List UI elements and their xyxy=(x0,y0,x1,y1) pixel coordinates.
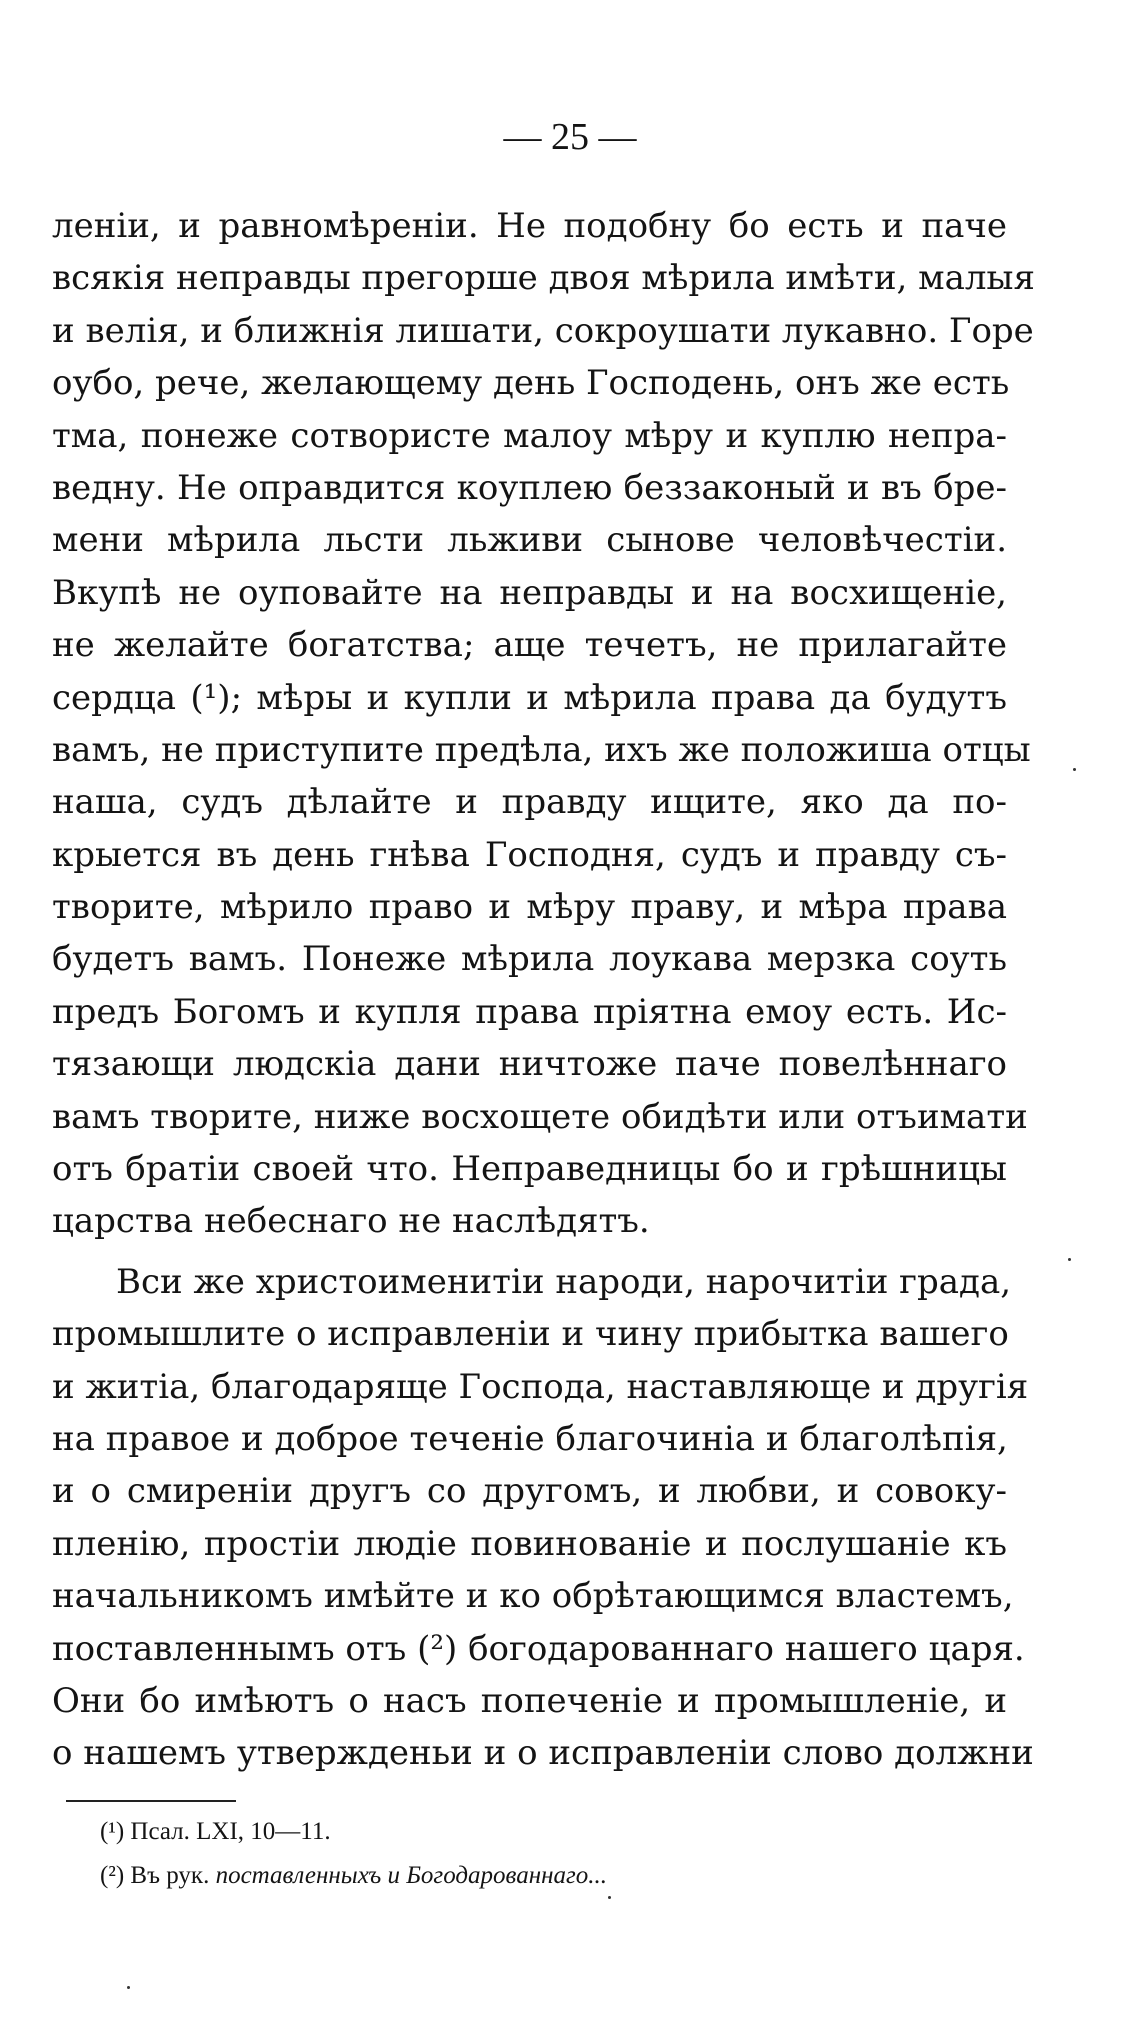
text-line: сердца (¹); мѣры и купли и мѣрила права да будутъ xyxy=(52,677,1007,718)
text-line: наша, судъ дѣлайте и правду ищите, яко да по- xyxy=(52,782,1007,823)
text-line: о нашемъ утвержденьи и о исправленіи слово должни xyxy=(52,1733,1034,1774)
footnote-rule xyxy=(66,1800,236,1802)
text-line: тма, понеже сотвористе малоу мѣру и куплю непра- xyxy=(52,415,1007,456)
text-line: и велія, и ближнія лишати, сокроушати лукавно. Горе xyxy=(52,310,1034,351)
text-line: вамъ творите, ниже восхощете обидѣти или отъимати xyxy=(52,1096,1028,1137)
text-line: вамъ, не приступите предѣла, ихъ же положиша отцы xyxy=(52,729,1031,770)
footnote-mark: (¹) xyxy=(100,1818,125,1845)
text-line: промышлите о исправленіи и чину прибытка вашего xyxy=(52,1314,1009,1355)
footnote-2 xyxy=(100,1854,920,1898)
text-line: царства небеснаго не наслѣдятъ. xyxy=(52,1201,650,1242)
speck-mark xyxy=(1068,1258,1071,1261)
speck-mark xyxy=(1073,768,1076,771)
text-line: Они бо имѣютъ о насъ попеченіе и промышленіе, и xyxy=(52,1680,1007,1721)
text-line: начальникомъ имѣйте и ко обрѣтающимся властемъ, xyxy=(52,1576,1014,1617)
text-line: Вкупѣ не оуповайте на неправды и на восхищеніе, xyxy=(52,572,1007,613)
text-line: ведну. Не оправдится коуплею беззаконый и въ бре- xyxy=(52,467,1007,508)
text-line: оубо, рече, желающему день Господень, онъ же есть xyxy=(52,363,1010,404)
text-line: всякія неправды прегорше двоя мѣрила имѣти, малыя xyxy=(52,258,1035,299)
text-line: и о смиреніи другъ со другомъ, и любви, и совоку- xyxy=(52,1471,1007,1512)
page-number: — 25 — xyxy=(503,116,637,158)
text-line: отъ братіи своей что. Неправедницы бо и грѣшницы xyxy=(52,1149,1007,1190)
text-line: будетъ вамъ. Понеже мѣрила лоукава мерзка соуть xyxy=(52,939,1007,980)
text-line: леніи, и равномѣреніи. Не подобну бо есть и паче xyxy=(52,206,1007,246)
text-line: и житіа, благодаряще Господа, наставляюще и другія xyxy=(52,1366,1029,1407)
text-line: поставленнымъ отъ (²) богодарованнаго нашего царя. xyxy=(52,1628,1025,1669)
text-line: творите, мѣрило право и мѣру праву, и мѣра права xyxy=(52,887,1007,928)
speck-mark xyxy=(127,1986,130,1989)
footnotes xyxy=(100,1810,920,1898)
text-line: Вси же христоименитіи народи, нарочитіи града, xyxy=(116,1261,1012,1302)
text-line: не желайте богатства; аще течетъ, не прилагайте xyxy=(52,625,1007,666)
text-line: предъ Богомъ и купля права пріятна емоу есть. Ис- xyxy=(52,991,1007,1032)
text-line: крыется въ день гнѣва Господня, судъ и правду съ- xyxy=(52,834,1007,875)
footnote-1 xyxy=(100,1810,920,1854)
footnote-text: Псал. LXI, 10—11. xyxy=(130,1818,331,1845)
speck-mark xyxy=(608,1896,611,1899)
footnote-mark: (²) xyxy=(100,1862,125,1889)
footnote-italic-text: поставленныхъ и Богодарованнаго... xyxy=(215,1862,607,1889)
text-line: на правое и доброе теченіе благочиніа и благолѣпія, xyxy=(52,1418,1008,1459)
text-line: тязающи людскіа дани ничтоже паче повелѣннаго xyxy=(52,1044,1007,1085)
footnote-text: Въ рук. xyxy=(130,1862,210,1889)
body-text xyxy=(52,200,1035,1780)
text-line: пленію, простіи людіе повинованіе и послушаніе къ xyxy=(52,1523,1007,1564)
text-line: мени мѣрила льсти льживи сынове человѣчестіи. xyxy=(52,520,1007,561)
paragraph-gap xyxy=(52,1248,1007,1256)
